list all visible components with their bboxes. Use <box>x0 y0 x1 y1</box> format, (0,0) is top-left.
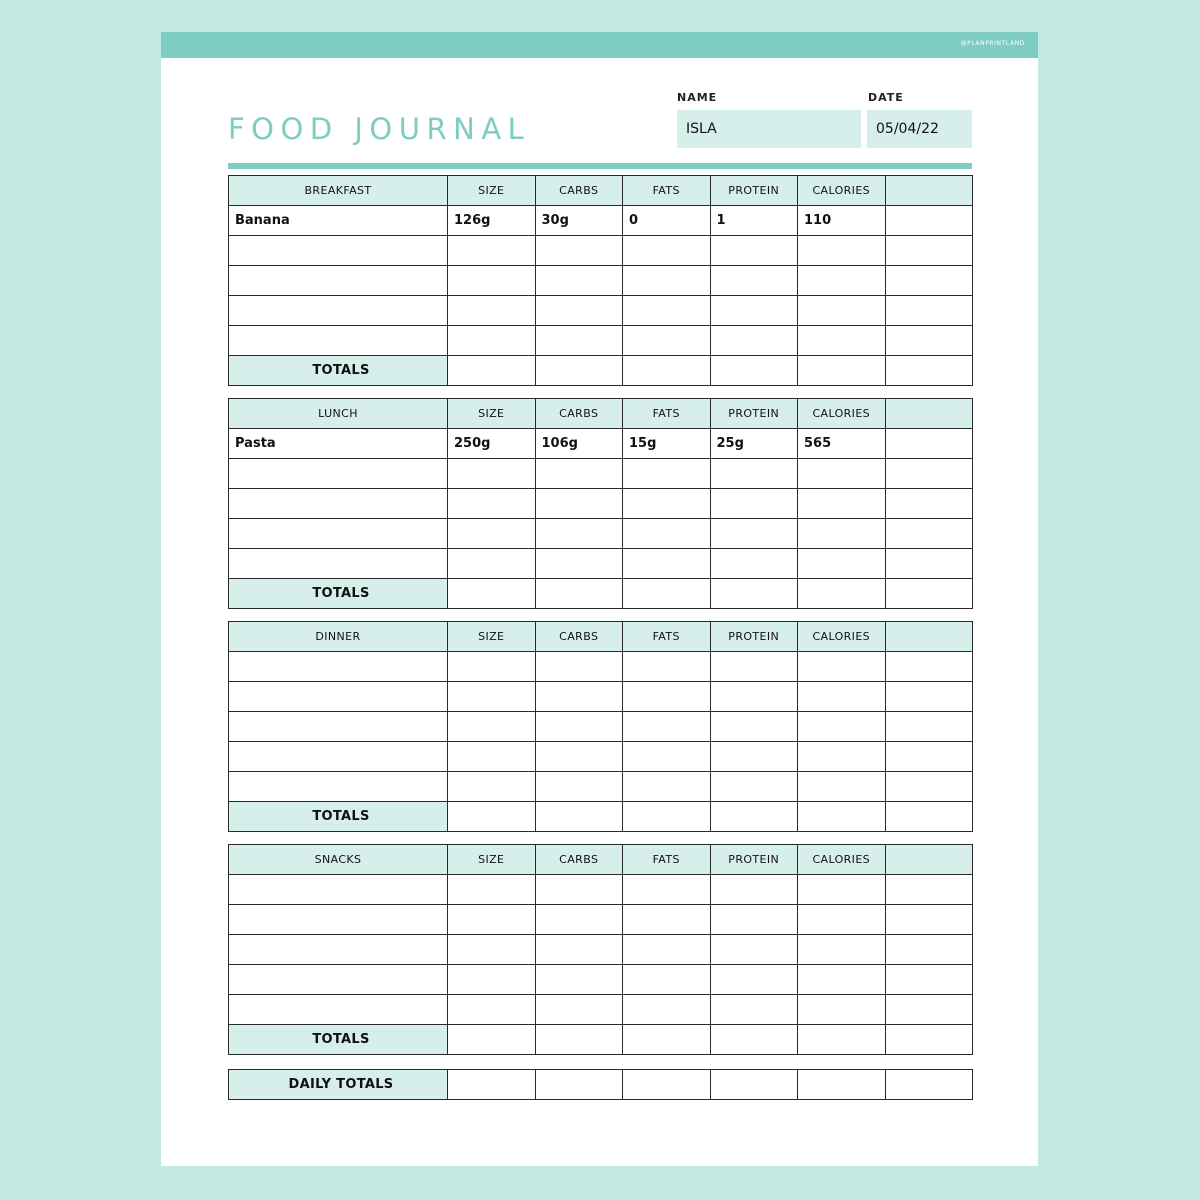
daily-totals-row <box>229 1070 973 1100</box>
column-header <box>885 176 973 206</box>
entry-cell[interactable] <box>535 682 623 712</box>
entry-cell[interactable] <box>798 905 886 935</box>
column-header: CALORIES <box>798 176 886 206</box>
entry-cell[interactable]: 25g <box>710 429 798 459</box>
column-header <box>885 399 973 429</box>
column-header <box>885 845 973 875</box>
daily-totals-cell[interactable] <box>885 1070 973 1100</box>
entry-cell[interactable] <box>448 519 536 549</box>
watermark: @PLANPRINTLAND <box>960 40 1025 47</box>
entry-cell[interactable] <box>448 935 536 965</box>
entry-cell[interactable] <box>710 995 798 1025</box>
entry-cell[interactable] <box>623 296 711 326</box>
journal-page <box>161 32 1038 1166</box>
entry-cell[interactable] <box>710 489 798 519</box>
entry-cell[interactable] <box>798 965 886 995</box>
column-header: CARBS <box>535 845 623 875</box>
totals-label: TOTALS <box>229 802 448 832</box>
table-row <box>229 429 973 459</box>
totals-cell[interactable] <box>448 1025 536 1055</box>
table-row <box>229 326 973 356</box>
table-row <box>229 652 973 682</box>
entry-cell[interactable] <box>535 875 623 905</box>
column-header: CARBS <box>535 622 623 652</box>
entry-cell[interactable] <box>798 266 886 296</box>
entry-cell[interactable] <box>448 549 536 579</box>
entry-cell[interactable] <box>885 935 973 965</box>
entry-cell[interactable] <box>885 326 973 356</box>
entry-cell[interactable]: 0 <box>623 206 711 236</box>
entry-cell[interactable] <box>623 772 711 802</box>
entry-cell[interactable] <box>229 236 448 266</box>
column-header: FATS <box>623 399 711 429</box>
daily-totals-cell[interactable] <box>535 1070 623 1100</box>
totals-cell[interactable] <box>535 356 623 386</box>
entry-cell[interactable] <box>798 489 886 519</box>
entry-cell[interactable] <box>710 236 798 266</box>
entry-cell[interactable] <box>798 326 886 356</box>
entry-cell[interactable] <box>229 965 448 995</box>
totals-cell[interactable] <box>535 579 623 609</box>
daily-totals-cell[interactable] <box>710 1070 798 1100</box>
entry-cell[interactable] <box>710 712 798 742</box>
entry-cell[interactable] <box>448 489 536 519</box>
entry-cell[interactable] <box>885 296 973 326</box>
entry-cell[interactable] <box>229 742 448 772</box>
entry-cell[interactable] <box>710 905 798 935</box>
entry-cell[interactable] <box>448 296 536 326</box>
entry-cell[interactable] <box>885 519 973 549</box>
entry-cell[interactable] <box>798 772 886 802</box>
totals-row <box>229 1025 973 1055</box>
entry-cell[interactable] <box>885 742 973 772</box>
entry-cell[interactable] <box>710 266 798 296</box>
column-header: SIZE <box>448 399 536 429</box>
entry-cell[interactable] <box>448 652 536 682</box>
entry-cell[interactable] <box>885 965 973 995</box>
entry-cell[interactable] <box>623 266 711 296</box>
entry-cell[interactable] <box>229 266 448 296</box>
meal-heading: BREAKFAST <box>229 176 448 206</box>
table-row <box>229 519 973 549</box>
table-row <box>229 772 973 802</box>
table-header-row <box>229 845 973 875</box>
entry-cell[interactable]: Pasta <box>229 429 448 459</box>
header-band <box>161 32 1038 58</box>
totals-cell[interactable] <box>623 802 711 832</box>
page-title: FOOD JOURNAL <box>228 112 531 146</box>
totals-cell[interactable] <box>798 1025 886 1055</box>
entry-cell[interactable] <box>448 875 536 905</box>
table-row <box>229 742 973 772</box>
entry-cell[interactable] <box>535 296 623 326</box>
entry-cell[interactable] <box>535 549 623 579</box>
totals-cell[interactable] <box>623 579 711 609</box>
entry-cell[interactable] <box>229 549 448 579</box>
column-header: FATS <box>623 176 711 206</box>
column-header: CALORIES <box>798 622 886 652</box>
entry-cell[interactable] <box>448 326 536 356</box>
table-row <box>229 965 973 995</box>
daily-totals-cell[interactable] <box>448 1070 536 1100</box>
totals-row <box>229 356 973 386</box>
table-row <box>229 712 973 742</box>
table-row <box>229 905 973 935</box>
entry-cell[interactable] <box>885 489 973 519</box>
entry-cell[interactable] <box>448 459 536 489</box>
entry-cell[interactable] <box>623 875 711 905</box>
entry-cell[interactable]: Banana <box>229 206 448 236</box>
entry-cell[interactable] <box>623 742 711 772</box>
entry-cell[interactable] <box>448 772 536 802</box>
totals-cell[interactable] <box>623 1025 711 1055</box>
daily-totals-cell[interactable] <box>798 1070 886 1100</box>
entry-cell[interactable] <box>885 682 973 712</box>
table-row <box>229 875 973 905</box>
table-header-row <box>229 399 973 429</box>
table-row <box>229 489 973 519</box>
entry-cell[interactable] <box>798 995 886 1025</box>
entry-cell[interactable] <box>448 236 536 266</box>
entry-cell[interactable] <box>798 652 886 682</box>
entry-cell[interactable] <box>535 489 623 519</box>
entry-cell[interactable] <box>229 935 448 965</box>
entry-cell[interactable] <box>798 742 886 772</box>
entry-cell[interactable]: 250g <box>448 429 536 459</box>
entry-cell[interactable] <box>885 549 973 579</box>
table-row <box>229 206 973 236</box>
name-label: NAME <box>677 91 718 104</box>
date-label: DATE <box>868 91 904 104</box>
entry-cell[interactable] <box>623 326 711 356</box>
entry-cell[interactable] <box>798 875 886 905</box>
entry-cell[interactable] <box>229 489 448 519</box>
entry-cell[interactable] <box>229 875 448 905</box>
table-breakfast <box>228 175 973 386</box>
column-header: SIZE <box>448 622 536 652</box>
entry-cell[interactable] <box>229 519 448 549</box>
column-header: CARBS <box>535 399 623 429</box>
totals-cell[interactable] <box>710 579 798 609</box>
totals-cell[interactable] <box>535 1025 623 1055</box>
table-header-row <box>229 176 973 206</box>
date-field[interactable]: 05/04/22 <box>867 110 972 148</box>
daily-totals-label: DAILY TOTALS <box>229 1070 448 1100</box>
entry-cell[interactable] <box>710 772 798 802</box>
entry-cell[interactable] <box>535 459 623 489</box>
entry-cell[interactable] <box>229 296 448 326</box>
title-divider <box>228 163 972 169</box>
totals-row <box>229 802 973 832</box>
totals-cell[interactable] <box>710 802 798 832</box>
table-lunch <box>228 398 973 609</box>
table-row <box>229 296 973 326</box>
entry-cell[interactable] <box>448 905 536 935</box>
totals-cell[interactable] <box>448 579 536 609</box>
table-row <box>229 935 973 965</box>
entry-cell[interactable] <box>535 772 623 802</box>
entry-cell[interactable] <box>798 519 886 549</box>
entry-cell[interactable] <box>535 935 623 965</box>
totals-cell[interactable] <box>885 579 973 609</box>
entry-cell[interactable] <box>885 652 973 682</box>
totals-label: TOTALS <box>229 579 448 609</box>
entry-cell[interactable] <box>229 326 448 356</box>
entry-cell[interactable] <box>710 742 798 772</box>
meal-heading: DINNER <box>229 622 448 652</box>
entry-cell[interactable] <box>623 682 711 712</box>
meal-heading: LUNCH <box>229 399 448 429</box>
entry-cell[interactable] <box>229 652 448 682</box>
column-header <box>885 622 973 652</box>
column-header: PROTEIN <box>710 845 798 875</box>
totals-row <box>229 579 973 609</box>
entry-cell[interactable] <box>710 549 798 579</box>
entry-cell[interactable] <box>710 965 798 995</box>
totals-cell[interactable] <box>798 579 886 609</box>
table-dinner <box>228 621 973 832</box>
entry-cell[interactable] <box>885 266 973 296</box>
entry-cell[interactable] <box>885 206 973 236</box>
column-header: SIZE <box>448 845 536 875</box>
entry-cell[interactable] <box>710 935 798 965</box>
entry-cell[interactable] <box>535 905 623 935</box>
entry-cell[interactable] <box>535 236 623 266</box>
entry-cell[interactable]: 15g <box>623 429 711 459</box>
entry-cell[interactable] <box>798 236 886 266</box>
entry-cell[interactable] <box>885 875 973 905</box>
entry-cell[interactable]: 30g <box>535 206 623 236</box>
entry-cell[interactable] <box>448 712 536 742</box>
entry-cell[interactable] <box>885 712 973 742</box>
entry-cell[interactable] <box>798 296 886 326</box>
entry-cell[interactable] <box>798 712 886 742</box>
totals-cell[interactable] <box>448 802 536 832</box>
meal-heading: SNACKS <box>229 845 448 875</box>
entry-cell[interactable] <box>623 935 711 965</box>
totals-cell[interactable] <box>798 802 886 832</box>
totals-cell[interactable] <box>798 356 886 386</box>
entry-cell[interactable] <box>535 995 623 1025</box>
entry-cell[interactable] <box>798 459 886 489</box>
entry-cell[interactable]: 126g <box>448 206 536 236</box>
entry-cell[interactable] <box>710 296 798 326</box>
entry-cell[interactable] <box>448 995 536 1025</box>
column-header: PROTEIN <box>710 622 798 652</box>
entry-cell[interactable] <box>623 489 711 519</box>
entry-cell[interactable] <box>535 266 623 296</box>
totals-cell[interactable] <box>623 356 711 386</box>
name-field[interactable]: ISLA <box>677 110 861 148</box>
entry-cell[interactable] <box>623 905 711 935</box>
entry-cell[interactable] <box>798 549 886 579</box>
entry-cell[interactable] <box>710 652 798 682</box>
column-header: FATS <box>623 845 711 875</box>
entry-cell[interactable] <box>710 682 798 712</box>
table-row <box>229 995 973 1025</box>
entry-cell[interactable] <box>229 772 448 802</box>
column-header: CALORIES <box>798 845 886 875</box>
table-row <box>229 236 973 266</box>
entry-cell[interactable] <box>448 965 536 995</box>
entry-cell[interactable]: 1 <box>710 206 798 236</box>
entry-cell[interactable] <box>710 519 798 549</box>
entry-cell[interactable] <box>710 875 798 905</box>
entry-cell[interactable] <box>623 652 711 682</box>
entry-cell[interactable] <box>623 965 711 995</box>
entry-cell[interactable]: 110 <box>798 206 886 236</box>
entry-cell[interactable] <box>623 549 711 579</box>
column-header: FATS <box>623 622 711 652</box>
table-header-row <box>229 622 973 652</box>
entry-cell[interactable] <box>623 995 711 1025</box>
totals-cell[interactable] <box>885 802 973 832</box>
table-row <box>229 682 973 712</box>
entry-cell[interactable] <box>885 236 973 266</box>
entry-cell[interactable] <box>710 459 798 489</box>
daily-totals-cell[interactable] <box>623 1070 711 1100</box>
totals-cell[interactable] <box>535 802 623 832</box>
entry-cell[interactable] <box>623 459 711 489</box>
column-header: CARBS <box>535 176 623 206</box>
entry-cell[interactable]: 565 <box>798 429 886 459</box>
entry-cell[interactable] <box>798 682 886 712</box>
entry-cell[interactable] <box>885 459 973 489</box>
entry-cell[interactable] <box>448 266 536 296</box>
entry-cell[interactable] <box>229 995 448 1025</box>
entry-cell[interactable] <box>229 905 448 935</box>
table-daily-totals <box>228 1069 973 1100</box>
totals-label: TOTALS <box>229 356 448 386</box>
entry-cell[interactable] <box>710 326 798 356</box>
entry-cell[interactable] <box>535 742 623 772</box>
entry-cell[interactable] <box>885 429 973 459</box>
table-row <box>229 266 973 296</box>
column-header: PROTEIN <box>710 399 798 429</box>
column-header: SIZE <box>448 176 536 206</box>
entry-cell[interactable] <box>623 519 711 549</box>
entry-cell[interactable] <box>623 236 711 266</box>
entry-cell[interactable] <box>885 772 973 802</box>
column-header: CALORIES <box>798 399 886 429</box>
entry-cell[interactable] <box>885 995 973 1025</box>
entry-cell[interactable] <box>535 519 623 549</box>
entry-cell[interactable] <box>229 459 448 489</box>
entry-cell[interactable] <box>623 712 711 742</box>
entry-cell[interactable]: 106g <box>535 429 623 459</box>
entry-cell[interactable] <box>448 742 536 772</box>
totals-cell[interactable] <box>448 356 536 386</box>
column-header: PROTEIN <box>710 176 798 206</box>
entry-cell[interactable] <box>535 326 623 356</box>
entry-cell[interactable] <box>535 652 623 682</box>
totals-cell[interactable] <box>710 356 798 386</box>
table-row <box>229 549 973 579</box>
entry-cell[interactable] <box>885 905 973 935</box>
totals-cell[interactable] <box>885 356 973 386</box>
entry-cell[interactable] <box>535 712 623 742</box>
table-snacks <box>228 844 973 1055</box>
totals-cell[interactable] <box>710 1025 798 1055</box>
entry-cell[interactable] <box>535 965 623 995</box>
table-row <box>229 459 973 489</box>
totals-cell[interactable] <box>885 1025 973 1055</box>
totals-label: TOTALS <box>229 1025 448 1055</box>
entry-cell[interactable] <box>229 712 448 742</box>
entry-cell[interactable] <box>798 935 886 965</box>
entry-cell[interactable] <box>229 682 448 712</box>
entry-cell[interactable] <box>448 682 536 712</box>
